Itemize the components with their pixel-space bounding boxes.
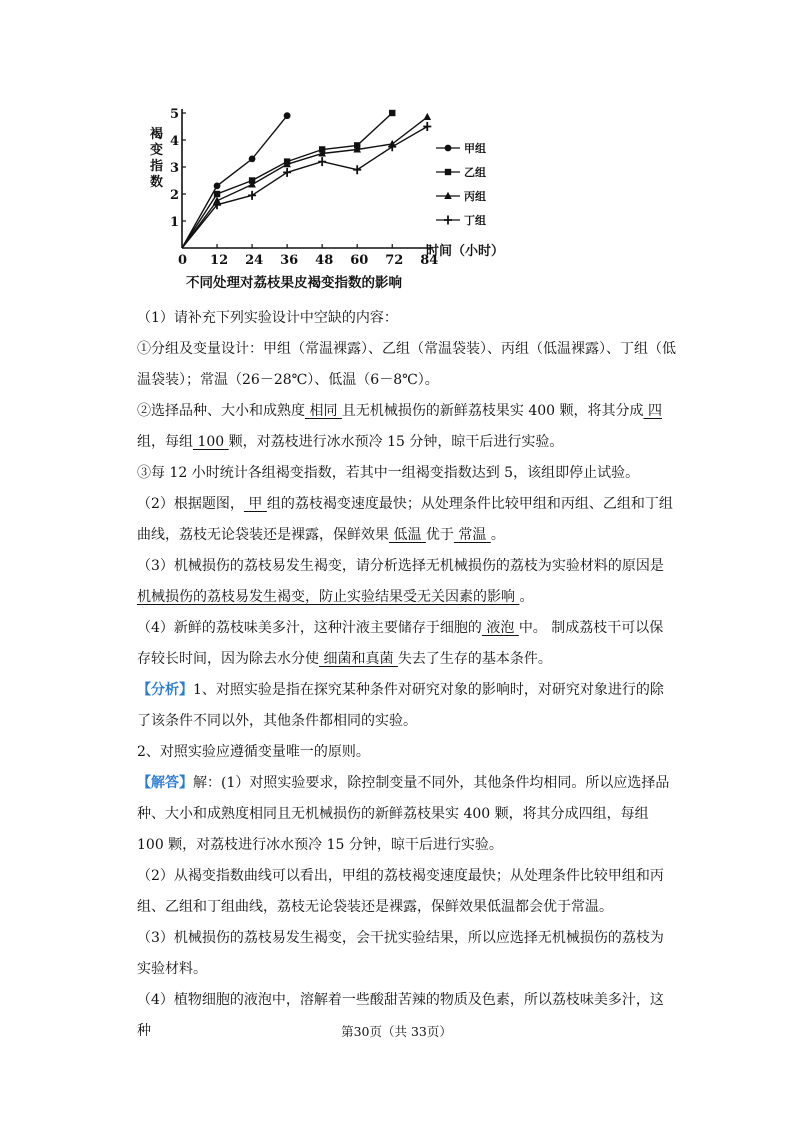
answer-blank: 100: [197, 434, 225, 450]
y-tick-label: 4: [170, 134, 180, 149]
legend-label: 丁组: [464, 214, 486, 227]
x-tick-label: 48: [315, 253, 334, 268]
y-tick-label: 3: [170, 161, 180, 176]
series-line-3: [182, 117, 427, 248]
q1-item3: ③每 12 小时统计各组褐变指数，若其中一组褐变指数达到 5，该组即停止试验。: [137, 465, 640, 481]
y-tick-label: 5: [170, 107, 180, 122]
x-tick-label: 72: [385, 253, 404, 268]
chart-svg: [130, 100, 510, 300]
answer-blank: 细菌和真菌: [323, 651, 394, 667]
data-point: [284, 112, 291, 119]
analysis-tag: 【分析】: [137, 682, 193, 698]
legend-label: 乙组: [464, 166, 486, 179]
legend-label: 甲组: [464, 142, 486, 155]
x-tick-label: 24: [245, 253, 264, 268]
chart: [130, 100, 510, 300]
x-axis-label: 时间（小时）: [426, 244, 505, 259]
legend-marker: [445, 145, 452, 152]
x-tick-label: 12: [210, 253, 229, 268]
data-point: [353, 165, 361, 174]
answer-blank: 甲: [248, 496, 263, 512]
answer-blank: 相同: [309, 403, 338, 419]
q1-item2: ②选择品种、大小和成熟度 相同 且无机械损伤的新鲜荔枝果实 400 颗，将其分成 四组，每组 100 颗，对荔枝进行冰水预冷 15 分钟，晾干后进行实验。: [137, 403, 662, 450]
question-content: [137, 303, 677, 1047]
answer-p1: 【解答】解：(1）对照实验要求，除控制变量不同外，其他条件均相同。所以应选择品种、大小和成熟度相同且无机械损伤的新鲜荔枝果实 400 颗，将其分成四组，每组 100 颗，对荔枝进行冰水预冷 15 分钟，晾干后进行实验。: [137, 775, 670, 853]
q2: （2）根据题图， 甲 组的荔枝褐变速度最快；从处理条件比较甲组和丙组、乙组和丁组曲线，荔枝无论袋装还是裸露，保鲜效果 低温 优于 常温 。: [137, 496, 673, 543]
y-tick-label: 1: [170, 215, 180, 230]
q3: （3）机械损伤的荔枝易发生褐变，请分析选择无机械损伤的荔枝为实验材料的原因是机械损伤的荔枝易发生褐变，防止实验结果受无关因素的影响 。: [137, 558, 664, 605]
answer-blank: 四: [647, 403, 662, 419]
answer-blank: 低温: [393, 527, 422, 543]
answer-tag: 【解答】: [137, 775, 193, 791]
data-point: [389, 110, 395, 116]
answer-p3: （3）机械损伤的荔枝易发生褐变，会干扰实验结果，所以应选择无机械损伤的荔枝为实验材料。: [137, 930, 664, 977]
analysis-p1: 【分析】1、对照实验是指在探究某种条件对研究对象的影响时，对研究对象进行的除了该条件不同以外，其他条件都相同的实验。: [137, 682, 664, 729]
y-axis-label: 褐变指数: [150, 127, 164, 190]
x-tick-label: 84: [420, 253, 439, 268]
data-point: [423, 122, 431, 131]
data-point: [214, 191, 220, 197]
data-point: [423, 113, 431, 120]
data-point: [283, 168, 291, 177]
data-point: [318, 157, 326, 166]
x-tick-label: 0: [178, 253, 188, 268]
series-line-2: [182, 113, 392, 248]
q1-item1: ①分组及变量设计：甲组（常温裸露）、乙组（常温袋装）、丙组（低温裸露）、丁组（低温袋装）；常温（26－28℃）、低温（6－8℃）。: [137, 341, 676, 388]
analysis-p2: 2、对照实验应遵循变量唯一的原则。: [137, 744, 370, 760]
data-point: [249, 156, 256, 163]
legend-label: 丙组: [464, 190, 486, 203]
answer-blank: 液泡: [486, 620, 515, 636]
data-point: [388, 142, 396, 151]
chart-title: 不同处理对荔枝果皮褐变指数的影响: [186, 275, 402, 291]
legend-marker: [445, 169, 451, 175]
data-point: [248, 191, 256, 200]
answer-p4: （4）植物细胞的液泡中，溶解着一些酸甜苦辣的物质及色素，所以荔枝味美多汁，这种: [137, 992, 664, 1039]
answer-blank: 机械损伤的荔枝易发生褐变，防止实验结果受无关因素的影响: [137, 589, 515, 605]
q1-intro: （1）请补充下列实验设计中空缺的内容：: [137, 310, 398, 326]
page-footer: 第30页（共 33页）: [341, 1024, 452, 1039]
answer-p2: （2）从褐变指数曲线可以看出，甲组的荔枝褐变速度最快；从处理条件比较甲组和丙组、乙组和丁组曲线，荔枝无论袋装还是裸露，保鲜效果低温都会优于常温。: [137, 868, 664, 915]
answer-blank: 常温: [458, 527, 487, 543]
legend-marker: [444, 216, 452, 225]
x-tick-label: 60: [350, 253, 369, 268]
x-tick-label: 36: [280, 253, 299, 268]
data-point: [214, 183, 221, 190]
y-tick-label: 2: [170, 188, 180, 203]
q4: （4）新鲜的荔枝味美多汁，这种汁液主要储存于细胞的 液泡 中。 制成荔枝干可以保存较长时间，因为除去水分使 细菌和真菌 失去了生存的基本条件。: [137, 620, 664, 667]
